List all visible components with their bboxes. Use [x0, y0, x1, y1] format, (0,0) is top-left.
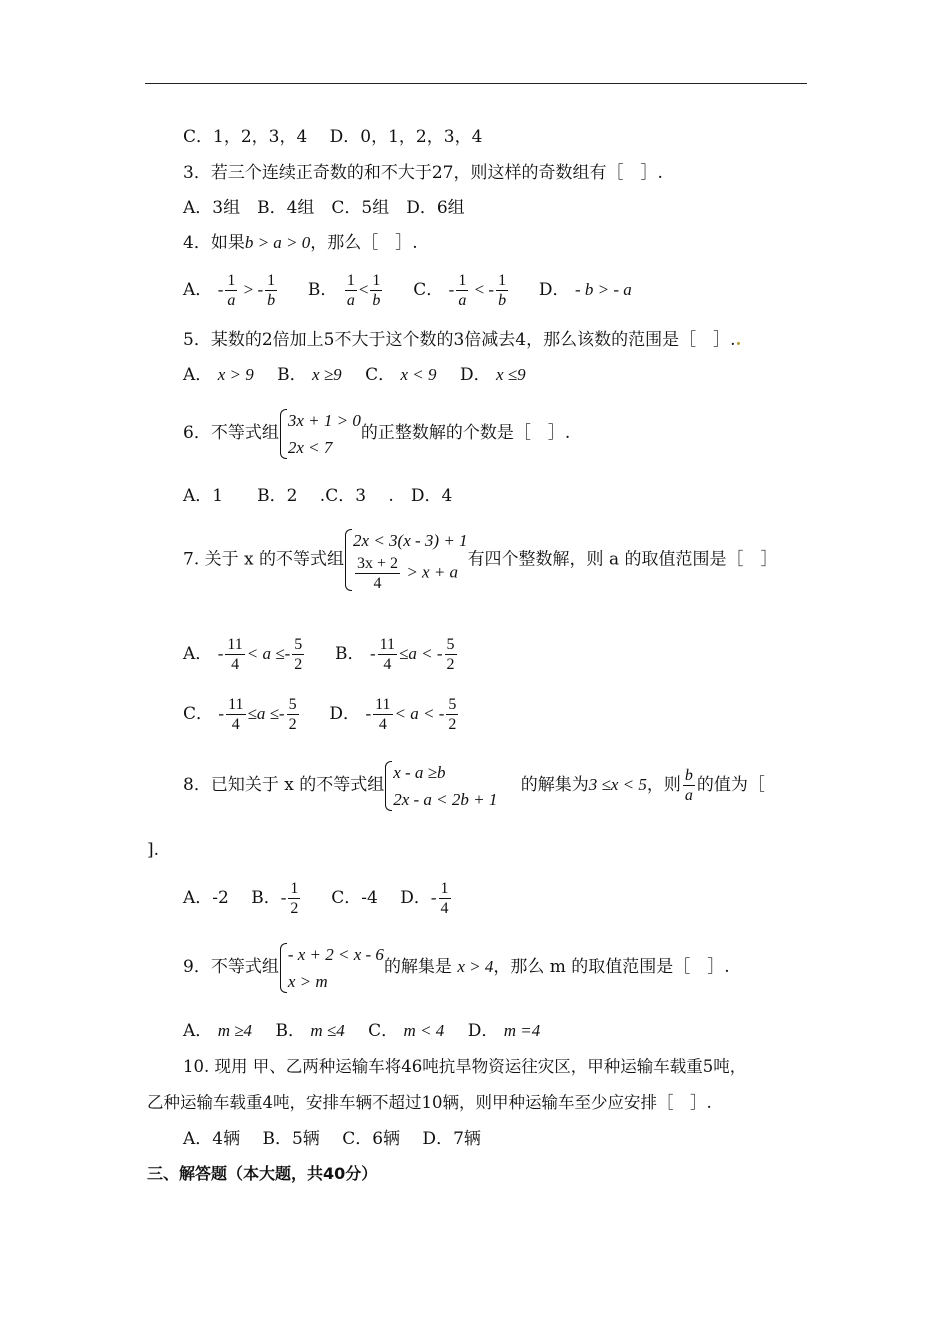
q9-c-math: m < 4	[403, 1021, 445, 1040]
q4-c-frac2: $\frac{1}{b}$	[498, 272, 507, 309]
q7-system: 2x < 3(x - 3) + 1 $\frac{3x + 2}{4}$ > x + a	[344, 527, 468, 593]
q7-stem	[183, 527, 778, 593]
q9-post: ，那么 m 的取值范围是［ ］.	[493, 957, 730, 977]
q6-stem	[183, 406, 570, 461]
q8-then: ，则	[646, 775, 681, 795]
q5-a-label: A．	[183, 365, 213, 385]
q8-cd-label: C．-4 D．	[331, 888, 431, 908]
q5-b-math: x ≥9	[312, 365, 342, 384]
q7-options-ab: A． - $\frac{11}{4}$ < a ≤- $\frac{5}{2}$ B． - $\frac{11}{4}$ ≤a < - $\frac{5}{2}$	[183, 636, 455, 673]
q7-d-label: D．	[329, 704, 361, 724]
q9-stem	[183, 940, 730, 995]
q9-system: - x + 2 < x - 6 x > m	[279, 941, 384, 995]
section-3-heading: 三、解答题（本大题，共40分）	[147, 1164, 378, 1183]
q4-b-frac1: $\frac{1}{a}$	[346, 272, 355, 309]
q4-option-b-label: B．	[307, 280, 338, 300]
q3-stem: 3．若三个连续正奇数的和不大于27，则这样的奇数组有［ ］.	[183, 163, 663, 183]
q9-stem-pre: 9．不等式组	[183, 957, 279, 977]
q9-b-label: B．	[275, 1021, 305, 1041]
q4-option-d-label: D．	[538, 280, 570, 300]
q7-c-mid: ≤a ≤-	[247, 704, 285, 723]
q8-solution: 3 ≤x < 5	[588, 775, 647, 794]
q8-ab-label: A．-2 B．	[183, 888, 281, 908]
q7-options-cd: C． - $\frac{11}{4}$ ≤a ≤- $\frac{5}{2}$ D． - $\frac{11}{4}$ < a < - $\frac{5}{2}$	[183, 696, 457, 733]
q4-stem	[183, 232, 418, 254]
q7-d-mid: < a < -	[394, 704, 445, 723]
q5-d-label: D．	[459, 365, 491, 385]
q6-stem-pre: 6．不等式组	[183, 423, 279, 443]
q9-d-label: D．	[467, 1021, 499, 1041]
q5-dot: .	[735, 330, 742, 350]
q5-stem	[183, 329, 741, 351]
q5-a-math: x > 9	[217, 365, 254, 384]
q7-stem-post: 有四个整数解，则 a 的取值范围是［ ］	[467, 549, 778, 570]
q8-stem-pre: 8．已知关于 x 的不等式组	[183, 775, 385, 795]
q8-system: x - a ≥b 2x - a < 2b + 1	[384, 759, 497, 813]
q9-a-math: m ≥4	[217, 1021, 253, 1040]
q6-options: A．1 B．2 .C．3 . D．4	[183, 486, 453, 506]
q4-option-d-math: - b > - a	[574, 280, 632, 299]
q8-close: ].	[147, 840, 160, 860]
q9-d-math: m =4	[503, 1021, 541, 1040]
q5-b-label: B．	[277, 365, 307, 385]
q5-c-math: x < 9	[400, 365, 437, 384]
q5-c-label: C．	[365, 365, 396, 385]
q8-post: 的值为［	[696, 775, 765, 795]
q3-options: A．3组 B．4组 C．5组 D．6组	[183, 198, 465, 218]
q4-condition: b > a > 0	[244, 233, 311, 252]
q4-option-a-label: A．	[183, 280, 213, 300]
q6-stem-post: 的正整数解的个数是［ ］.	[360, 423, 571, 443]
q4-b-frac2: $\frac{1}{b}$	[372, 272, 381, 309]
q4-a-frac1: $\frac{1}{a}$	[227, 272, 236, 309]
q10-options: A．4辆 B．5辆 C．6辆 D．7辆	[183, 1129, 481, 1149]
q7-b-label: B．	[335, 644, 365, 664]
q5-options	[183, 364, 526, 386]
q8-frac: $\frac{b}{a}$	[684, 767, 693, 804]
q4-a-frac2: $\frac{1}{b}$	[267, 272, 276, 309]
q7-a-label: A．	[183, 644, 213, 664]
q10-line1: 10. 现用 甲、乙两种运输车将46吨抗旱物资运往灾区，甲种运输车载重5吨，	[183, 1057, 747, 1076]
q6-system: 3x + 1 > 0 2x < 7	[279, 407, 361, 461]
q4-stem-pre: 4．如果	[183, 233, 245, 253]
q9-solution: x > 4	[457, 957, 494, 976]
q4-option-c-label: C．	[413, 280, 444, 300]
q5-d-math: x ≤9	[495, 365, 526, 384]
q4-stem-post: ，那么［ ］.	[310, 233, 418, 253]
q7-b-mid: ≤a < -	[399, 644, 443, 663]
q8-options: A．-2 B．- $\frac{1}{2}$ C．-4 D．- $\frac{1}{4}$	[183, 880, 449, 917]
q8-stem	[183, 758, 765, 813]
q5-stem-text: 5．某数的2倍加上5不大于这个数的3倍减去4，那么该数的范围是［ ］.	[183, 330, 736, 350]
q10-line2: 乙种运输车载重4吨，安排车辆不超过10辆，则甲种运输车至少应安排［ ］.	[147, 1093, 712, 1112]
q9-c-label: C．	[368, 1021, 399, 1041]
q8-mid: 的解集为	[520, 775, 589, 795]
q9-a-label: A．	[183, 1021, 213, 1041]
q9-b-math: m ≤4	[310, 1021, 345, 1040]
q7-stem-pre: 7. 关于 x 的不等式组	[183, 549, 345, 570]
header-rule	[145, 83, 807, 84]
q4-options: A． - $\frac{1}{a}$ > - $\frac{1}{b}$ B． $\frac{1}{a}$ < $\frac{1}{b}$ C． - $\frac{1}{a}$ < - $\frac{1}{b}$ D． - b > - a	[183, 272, 632, 309]
q2-options-cd: C．1，2，3，4 D．0，1，2，3，4	[183, 127, 483, 147]
q7-a-mid: < a ≤-	[246, 644, 291, 663]
q9-options	[183, 1020, 540, 1042]
q7-c-label: C．	[183, 704, 214, 724]
q4-c-frac1: $\frac{1}{a}$	[458, 272, 467, 309]
q9-mid: 的解集是	[383, 957, 452, 977]
